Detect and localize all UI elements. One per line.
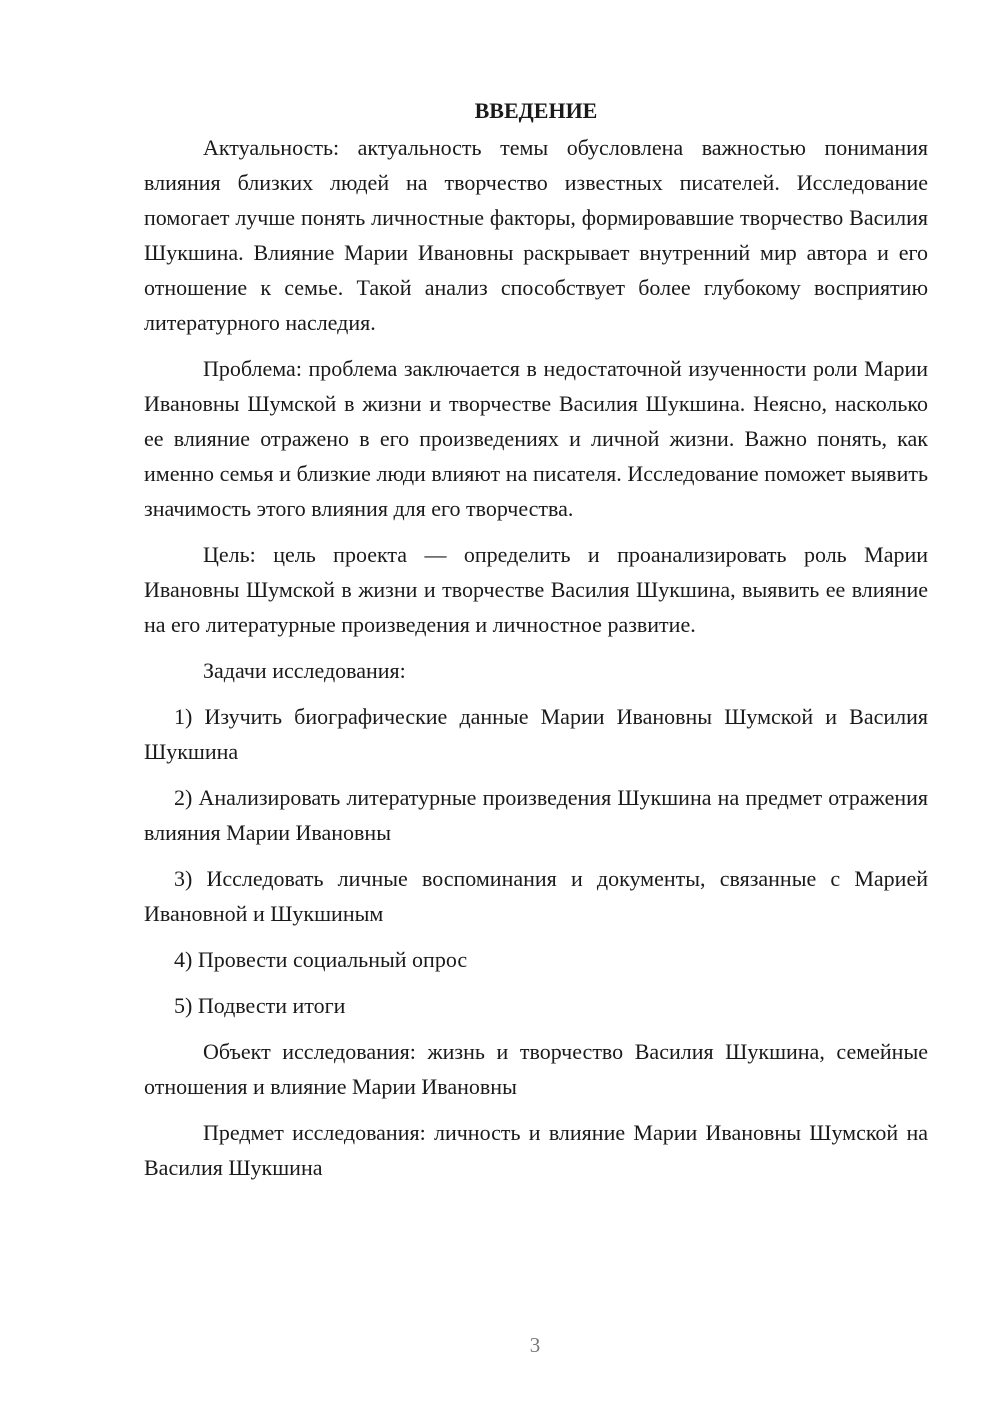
problem-paragraph: Проблема: проблема заключается в недостаточной изученности роли Марии Ивановны Шумской в жизни и творчестве Василия Шукшина. Неясно, насколько ее влияние отражено в его произведениях и личной жизни. Важно понять, как именно семья и близкие люди влияют на писателя. Исследование поможет выявить значимость этого влияния для его творчества. [144, 356, 928, 521]
goal-paragraph: Цель: цель проекта — определить и проанализировать роль Марии Ивановны Шумской в жизни и творчестве Василия Шукшина, выявить ее влияние на его литературные произведения и личностное развитие. [144, 542, 928, 637]
task-item-5: 5) Подвести итоги [174, 993, 346, 1018]
task-item-4: 4) Провести социальный опрос [174, 947, 468, 972]
page-title: ВВЕДЕНИЕ [474, 98, 598, 123]
document-page [144, 96, 928, 1196]
page-number: 3 [529, 1333, 541, 1357]
subject-paragraph: Предмет исследования: личность и влияние Марии Ивановны Шумской на Василия Шукшина [144, 1120, 928, 1180]
relevance-paragraph: Актуальность: актуальность темы обусловлена важностью понимания влияния близких людей на творчество известных писателей. Исследование помогает лучше понять личностные факторы, формировавшие творчество Василия Шукшина. Влияние Марии Ивановны раскрывает внутренний мир автора и его отношение к семье. Такой анализ способствует более глубокому восприятию литературного наследия. [144, 135, 928, 335]
task-item-2: 2) Анализировать литературные произведения Шукшина на предмет отражения влияния Марии Ивановны [144, 785, 928, 845]
task-item-3: 3) Исследовать личные воспоминания и документы, связанные с Марией Ивановной и Шукшиным [144, 866, 928, 926]
task-item-1: 1) Изучить биографические данные Марии Ивановны Шумской и Василия Шукшина [144, 704, 928, 764]
tasks-heading: Задачи исследования: [203, 658, 406, 683]
object-paragraph: Объект исследования: жизнь и творчество Василия Шукшина, семейные отношения и влияние Марии Ивановны [144, 1039, 928, 1099]
